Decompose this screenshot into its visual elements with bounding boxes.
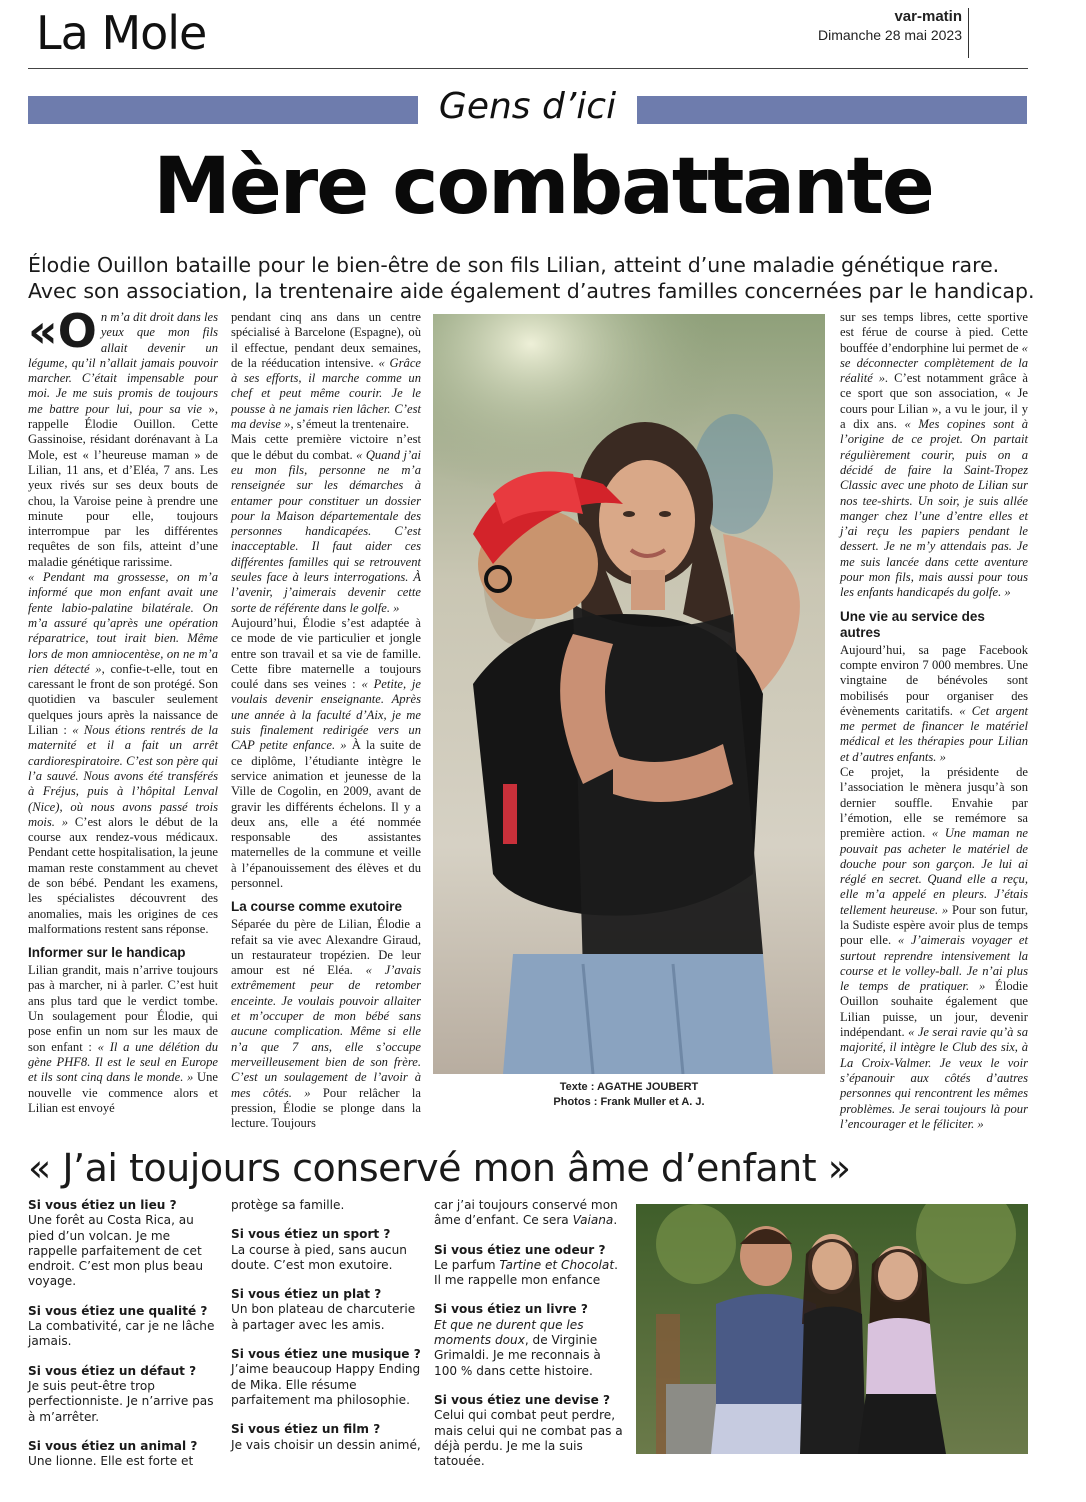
body-text: Pour son futur, la Sudiste espère avoir plus de temps pour elle. — [840, 902, 1028, 948]
quote-text: « Il a une délétion du gène PHF8. Il est le seul en Europe et ils sont cinq dans le monde. » — [28, 1039, 218, 1085]
body-text: , confie-t-elle, tout en caressant le front de son protégé. Son quotidien va basculer seulement quelques jours après la naissance de Lilian : — [28, 661, 218, 738]
mother-hugging-son-photo-icon — [433, 314, 825, 1074]
body-text: C’est notamment grâce à ce sport que son association, — [840, 371, 1029, 401]
question: Si vous étiez un film ? — [231, 1422, 381, 1437]
question: Si vous étiez un défaut ? — [28, 1363, 197, 1378]
answer: La course à pied, sans aucun doute. C’est mon exutoire. — [231, 1242, 407, 1272]
answer: Un bon plateau de charcuterie à partager avec les amis. — [231, 1302, 416, 1332]
paragraph — [840, 643, 1028, 765]
quote-text: « Je serai ravie qu’à sa majorité, il intègre le Club des six, à La Croix-Valmer. Je veux le voir s’épanouir aux côtés d’autres personnes qui rencontrent les mêmes problèmes. Je serai toujours là pour l’encourager et le féliciter. » — [840, 1025, 1028, 1131]
drop-cap-quote: « — [28, 304, 58, 358]
body-text: Ce projet, la présidente de l’association le mènera jusqu’à son dernier souffle. Envahie par l’émotion, elle se remémore sa première action. — [840, 765, 1028, 841]
answer: protège sa famille. — [231, 1198, 345, 1212]
family-photo — [636, 1204, 1028, 1454]
drop-cap-letter: O — [57, 304, 97, 358]
question: Si vous étiez une musique ? — [231, 1347, 421, 1362]
qa-column-2 — [231, 1198, 423, 1453]
header-rule — [28, 68, 1028, 69]
article-column-3 — [840, 310, 1028, 1132]
paragraph — [231, 310, 421, 432]
question: Si vous étiez un animal ? — [28, 1438, 198, 1453]
body-text: Lilian grandit, mais n’arrive toujours pas à marcher, ni à parler. C’est huit ans plus tard que le verdict tombe. Un soulagement pour Élodie, qui pose enfin un nom sur les maux de son enfant : — [28, 963, 218, 1054]
body-text: , s’émeut la trentenaire. — [290, 417, 409, 432]
paragraph — [840, 310, 1028, 601]
paragraph — [28, 570, 218, 937]
answer-text: car j’ai toujours conservé mon âme d’enfant. Ce sera — [434, 1198, 618, 1228]
quote-text: n m’a dit droit dans les yeux que mon fils allait devenir un légume, qu’il n’allait jamais pouvoir marcher. C’était impensable pour moi. Je me suis promis de toujours me battre pour lui, pour sa vie — [28, 310, 218, 416]
text-credit: Texte : AGATHE JOUBERT — [559, 1081, 699, 1093]
quote-text: « Mes copines sont à l’origine de ce projet. On partait régulièrement courir, puis on a décidé de faire la Saint-Tropez Classic avec une photo de Lilian sur nos tee-shirts. Un soir, je suis allée manger chez l’une d’entre elles et j’ai reçu les papiers pendant le dessert. Je ne m’y attendais pas. Je me suis lancée dans cette aventure pour mon fils, mais aussi pour tous les enfants handicapés du golfe. » — [840, 417, 1028, 600]
paragraph — [840, 765, 1028, 1132]
body-text: Aujourd’hui, sa page Facebook compte environ 7 000 membres. Une vingtaine de bénévoles sont mobilisés pour organiser des évènements caritatifs. — [840, 642, 1028, 718]
quote-text: « J’aimerais voyager et surtout reprendre intensivement la course et le volley-ball. Je n’ai plus le temps de pratiquer. » — [840, 933, 1028, 994]
main-photo — [433, 314, 825, 1074]
body-text: sur ses temps libres, cette sportive est férue de course à pied. Cette bouffée d’endorphine lui permet de — [840, 310, 1028, 355]
answer: Je vais choisir un dessin animé, — [231, 1437, 421, 1452]
answer — [434, 1318, 624, 1379]
body-text: Une nouvelle vie commence alors et Lilian est envoyé — [28, 1070, 218, 1115]
paragraph — [231, 616, 421, 891]
body-text: Mais cette première victoire n’est que le début du combat. — [231, 432, 421, 462]
photos-credit: Photos : Frank Muller et A. J. — [553, 1096, 705, 1108]
body-text: pendant cinq ans dans un centre spécialisé à Barcelone (Espagne), où il effectue, pendant deux semaines, de la rééducation intensive. — [231, 310, 421, 370]
answer: Une lionne. Elle est forte et — [28, 1454, 194, 1469]
paragraph — [28, 304, 219, 570]
question: Si vous étiez un plat ? — [231, 1287, 382, 1302]
article-column-1 — [28, 304, 219, 1116]
subheading: Informer sur le handicap — [28, 945, 186, 961]
answer-text: . — [613, 1213, 618, 1228]
body-text: », rappelle Élodie Ouillon. Cette Gassinoise, résidant dorénavant à La Mole, est « l’heureuse maman » de Lilian, 11 ans, et d’Eléa, 7 ans. Les yeux rivés sur ses deux bouts de chou, la Varoise peine à prendre une minute pour elle, toujours interrompue par les différentes requêtes de son fils, atteint d’une maladie génétique rarissime. — [28, 401, 219, 569]
quote-text: « Pendant ma grossesse, on m’a informé que mon enfant avait une fente labio-palatine bilatérale. On m’a assuré qu’après une opération réparatrice, tout irait bien. Même lors de mon amniocentèse, on ne m’a rien détecté » — [28, 570, 218, 676]
newspaper-name: var-matin — [894, 8, 962, 25]
answer — [434, 1258, 624, 1289]
subheading: Une vie au service des autres — [840, 608, 985, 640]
answer: Une forêt au Costa Rica, au pied d’un volcan. Je me rappelle parfaitement de cet endroit. C’est mon plus beau voyage. — [28, 1213, 204, 1289]
subheading: La course comme exutoire — [231, 899, 403, 915]
answer — [434, 1198, 624, 1229]
header-divider — [968, 8, 969, 58]
answer: J’aime beaucoup Happy Ending de Mika. Elle résume parfaitement ma philosophie. — [231, 1362, 421, 1407]
question: Si vous étiez un sport ? — [231, 1227, 391, 1242]
rubric-band-left — [28, 96, 418, 124]
locality-title: La Mole — [36, 6, 207, 60]
answer: La combativité, car je ne lâche jamais. — [28, 1319, 215, 1349]
quote-text: « J’avais extrêmement peur de retomber enceinte. Je voulais pouvoir allaiter et m’occuper de mon bébé sans aucune complication. Même si elle n’a que 7 ans, elle s’occupe merveilleusement bien de son frère. C’est un soulagement de l’avoir à mes côtés. » — [231, 963, 421, 1100]
quote-text: « Quand j’ai eu mon fils, personne ne m’a renseignée sur les démarches à entamer pour constituer un dossier pour la Maison départementale des personnes handicapées. C’est inacceptable. Il faut aider ces différentes familles qui se retrouvent seules face à leurs interrogations. À l’avenir, j’aimerais devenir cette sorte de référente dans le golfe. » — [231, 447, 421, 615]
question: Si vous étiez un lieu ? — [28, 1198, 177, 1212]
question: Si vous étiez une devise ? — [434, 1392, 611, 1407]
issue-date: Dimanche 28 mai 2023 — [818, 27, 962, 43]
quote-text: « Une maman ne pouvait pas acheter le matériel de douche pour son garçon. Je lui ai réglé en secret. Quand elle a reçu, elle m’a appelé en pleurs. J’étais tellement heureuse. » — [840, 826, 1028, 917]
rubric-title: Gens d’ici — [438, 86, 617, 127]
question: Si vous étiez une odeur ? — [434, 1242, 606, 1257]
answer-title: Et que ne durent que les moments doux — [434, 1317, 584, 1348]
body-text: C’est alors le début de la course aux rendez-vous médicaux. Pendant cette hospitalisation, la jeune maman reste constamment au chevet de son bébé. Pendant les examens, les spécialistes découvrent des anomalies, mais les origines de ces malformations restent sans réponse. — [28, 814, 218, 936]
photo-credit — [433, 1080, 825, 1110]
paragraph — [231, 432, 421, 616]
quote-text: « Nous étions rentrés de la maternité et il a fait un arrêt cardiorespiratoire. C’est son père qui l’a sauvé. Nous avons été transférés à Fréjus, puis à l’hôpital Lenval (Nice), où nous avons passé trois mois. » — [28, 723, 218, 829]
quote-text: « Grâce à ses efforts, il marche comme un chef et peut même courir. Je le pousse à ne jamais rien lâcher. C’est ma devise » — [231, 355, 421, 432]
quote-text: « Petite, je voulais devenir enseignante. Après une année à la faculté d’Aix, je me suis finalement redirigée vers un CAP petite enfance. » — [231, 677, 422, 753]
drop-cap — [28, 304, 97, 358]
body-text: Élodie Ouillon souhaite également que Lilian puisse, un jour, devenir indépendant. — [840, 979, 1028, 1040]
quote-text: « se déconnecter complètement de la réalité ». — [840, 340, 1028, 386]
qa-column-3 — [434, 1198, 624, 1469]
answer-text: Le parfum — [434, 1257, 500, 1272]
answer: Je suis peut-être trop perfectionniste. Je n’arrive pas à m’arrêter. — [28, 1378, 214, 1424]
answer-text: , de Virginie Grimaldi. Je me reconnais à 100 % dans cette histoire. — [434, 1333, 601, 1378]
masthead — [818, 8, 962, 43]
paragraph — [231, 917, 421, 1131]
article-column-2 — [231, 310, 421, 1131]
answer-title: Vaiana — [572, 1213, 614, 1228]
answer-title: Tartine et Chocolat — [499, 1257, 615, 1272]
lead-paragraph: Élodie Ouillon bataille pour le bien-être de son fils Lilian, atteint d’une maladie génétique rare. Avec son association, la trentenaire aide également d’autres familles concernées par le handicap. — [28, 253, 1035, 303]
answer-text: . Il me rappelle mon enfance — [434, 1257, 618, 1288]
headline: Mère combattante — [153, 142, 933, 232]
quote-text: « Cet argent me permet de financer le matériel médical et les thérapies pour Lilian et d’autres enfants. » — [840, 703, 1028, 764]
family-portrait-photo-icon — [636, 1204, 1028, 1454]
question: Si vous étiez une qualité ? — [28, 1303, 208, 1318]
body-text: Séparée du père de Lilian, Élodie a refait sa vie avec Alexandre Giraud, un restaurateur tropézien. De leur amour est né Eléa. — [231, 917, 421, 978]
answer: Celui qui combat peut perdre, mais celui qui ne combat pas a déjà perdu. Je me la suis tatouée. — [434, 1408, 623, 1469]
question: Si vous étiez un livre ? — [434, 1302, 588, 1317]
rubric-band-right — [637, 96, 1027, 124]
body-text: Pour relâcher la pression, Élodie se plonge dans la lecture. Toujours — [231, 1085, 421, 1131]
body-text: Aujourd’hui, Élodie s’est adaptée à ce mode de vie particulier et jongle entre son travail et sa vie de famille. Cette fibre maternelle a toujours coulé dans ses veines : — [231, 615, 421, 692]
qa-title: « J’ai toujours conservé mon âme d’enfant » — [28, 1146, 851, 1190]
body-text: , a vu le jour, il y a dix ans. — [840, 401, 1028, 432]
body-text: « Je cours pour Lilian » — [840, 386, 1028, 416]
paragraph — [28, 963, 218, 1116]
qa-column-1 — [28, 1198, 220, 1469]
body-text: À la suite de ce diplôme, l’étudiante intègre le service animation et jeunesse de la Ville de Cogolin, en 2009, avant de gravir les différents échelons. Il y a deux ans, elle a été nommée responsable des assistantes maternelles de la commune et veille à l’épanouissement des élèves et du personnel. — [231, 738, 421, 890]
